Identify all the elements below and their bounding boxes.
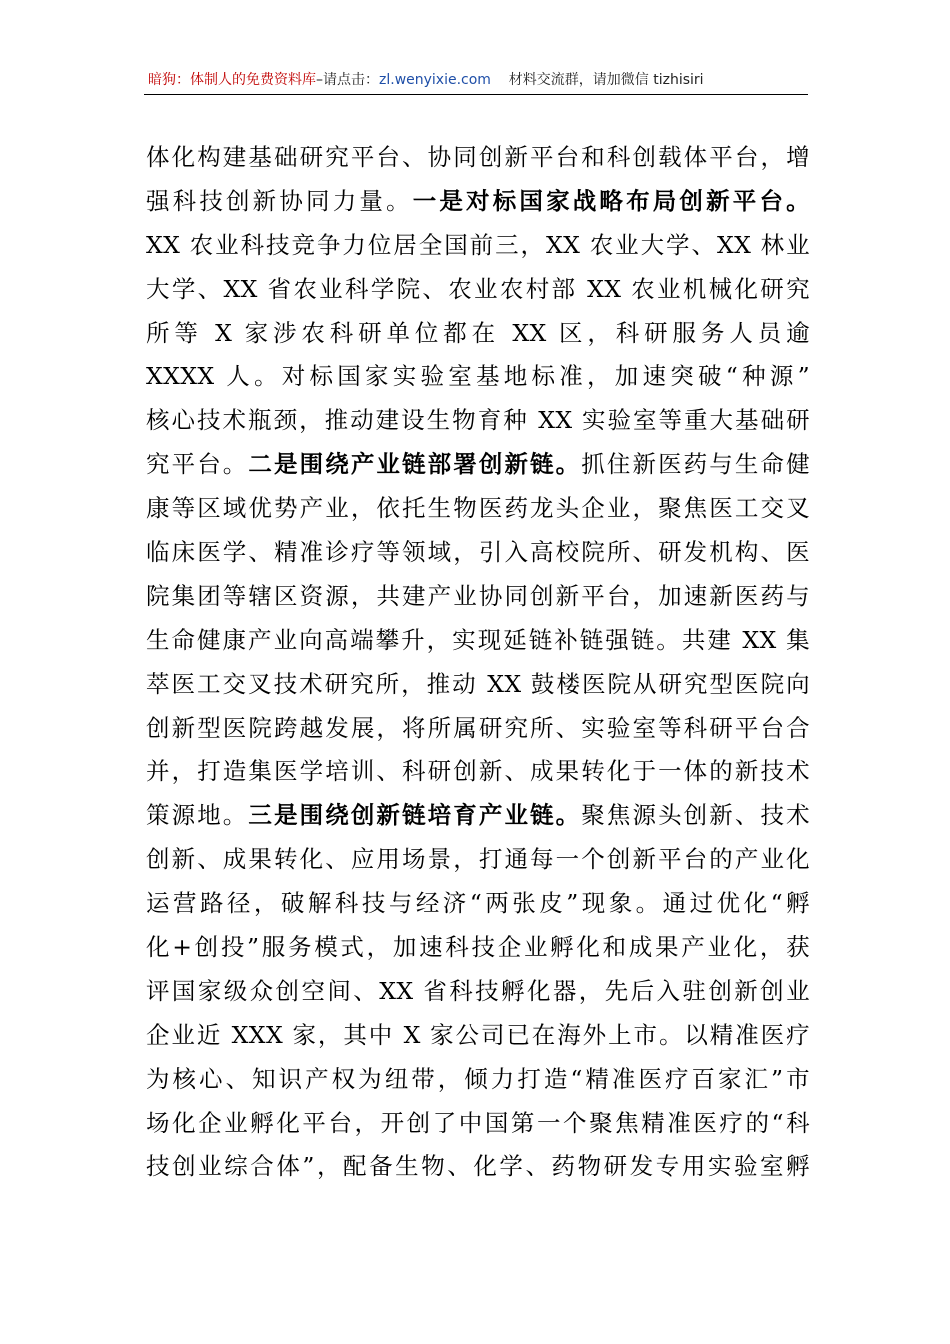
text-line: 萃医工交叉技术研究所，推动 XX 鼓楼医院从研究型医院向 [146, 669, 810, 698]
header-spacer [491, 72, 509, 88]
header-url-link[interactable]: zl.wenyixie.com [379, 72, 491, 88]
bold-heading-three: 三是围绕创新链培育产业链。 [248, 801, 582, 830]
text-span: 策源地。 [146, 801, 249, 830]
text-line: 核心技术瓶颈，推动建设生物育种 XX 实验室等重大基础研 [146, 406, 810, 435]
text-line: 生命健康产业向高端攀升，实现延链补链强链。共建 XX 集 [146, 625, 810, 654]
text-line: 创新、成果转化、应用场景，打通每一个创新平台的产业化 [146, 845, 810, 874]
text-line [146, 443, 810, 487]
text-line: 场化企业孵化平台，开创了中国第一个聚焦精准医疗的“科 [146, 1108, 810, 1137]
text-line [146, 180, 810, 224]
text-span: 强科技创新协同力量。 [146, 186, 413, 215]
header-click-prefix: –请点击： [316, 72, 379, 88]
bold-heading-one: 一是对标国家战略布局创新平台。 [412, 186, 810, 215]
header-brand: 暗狗：体制人的免费资料库 [148, 72, 316, 88]
text-line: 运营路径，破解科技与经济“两张皮”现象。通过优化“孵 [146, 889, 810, 918]
text-line: 创新型医院跨越发展，将所属研究所、实验室等科研平台合 [146, 713, 810, 742]
text-line: 大学、XX 省农业科学院、农业农村部 XX 农业机械化研究 [146, 274, 810, 303]
page-header [148, 66, 808, 94]
text-line: 为核心、知识产权为纽带，倾力打造“精准医疗百家汇”市 [146, 1064, 810, 1093]
text-line: 临床医学、精准诊疗等领域，引入高校院所、研发机构、医 [146, 538, 810, 567]
header-divider [144, 94, 808, 95]
text-line: 所等 X 家涉农科研单位都在 XX 区，科研服务人员逾 [146, 318, 810, 347]
text-line: XX 农业科技竞争力位居全国前三，XX 农业大学、XX 林业 [146, 230, 810, 259]
text-line: 化+创投”服务模式，加速科技企业孵化和成果产业化，获 [146, 933, 810, 962]
text-span: 究平台。 [146, 450, 249, 479]
text-line: 并，打造集医学培训、科研创新、成果转化于一体的新技术 [146, 757, 810, 786]
text-line: XXXX 人。对标国家实验室基地标准，加速突破“种源” [146, 362, 810, 391]
text-span: 抓住新医药与生命健 [581, 450, 810, 479]
text-span: 聚焦源头创新、技术 [581, 801, 810, 830]
header-group-text: 材料交流群，请加微信 tizhisiri [508, 72, 704, 88]
text-line: 院集团等辖区资源，共建产业协同创新平台，加速新医药与 [146, 581, 810, 610]
text-line [146, 794, 810, 838]
text-line: 评国家级众创空间、XX 省科技孵化器，先后入驻创新创业 [146, 976, 810, 1005]
text-line: 技创业综合体”，配备生物、化学、药物研发专用实验室孵 [146, 1152, 810, 1181]
text-line: 体化构建基础研究平台、协同创新平台和科创载体平台，增 [146, 143, 810, 171]
document-body [146, 136, 810, 1316]
text-line: 康等区域优势产业，依托生物医药龙头企业，聚焦医工交叉 [146, 494, 810, 523]
bold-heading-two: 二是围绕产业链部署创新链。 [248, 450, 582, 479]
text-line: 企业近 XXX 家，其中 X 家公司已在海外上市。以精准医疗 [146, 1020, 810, 1049]
